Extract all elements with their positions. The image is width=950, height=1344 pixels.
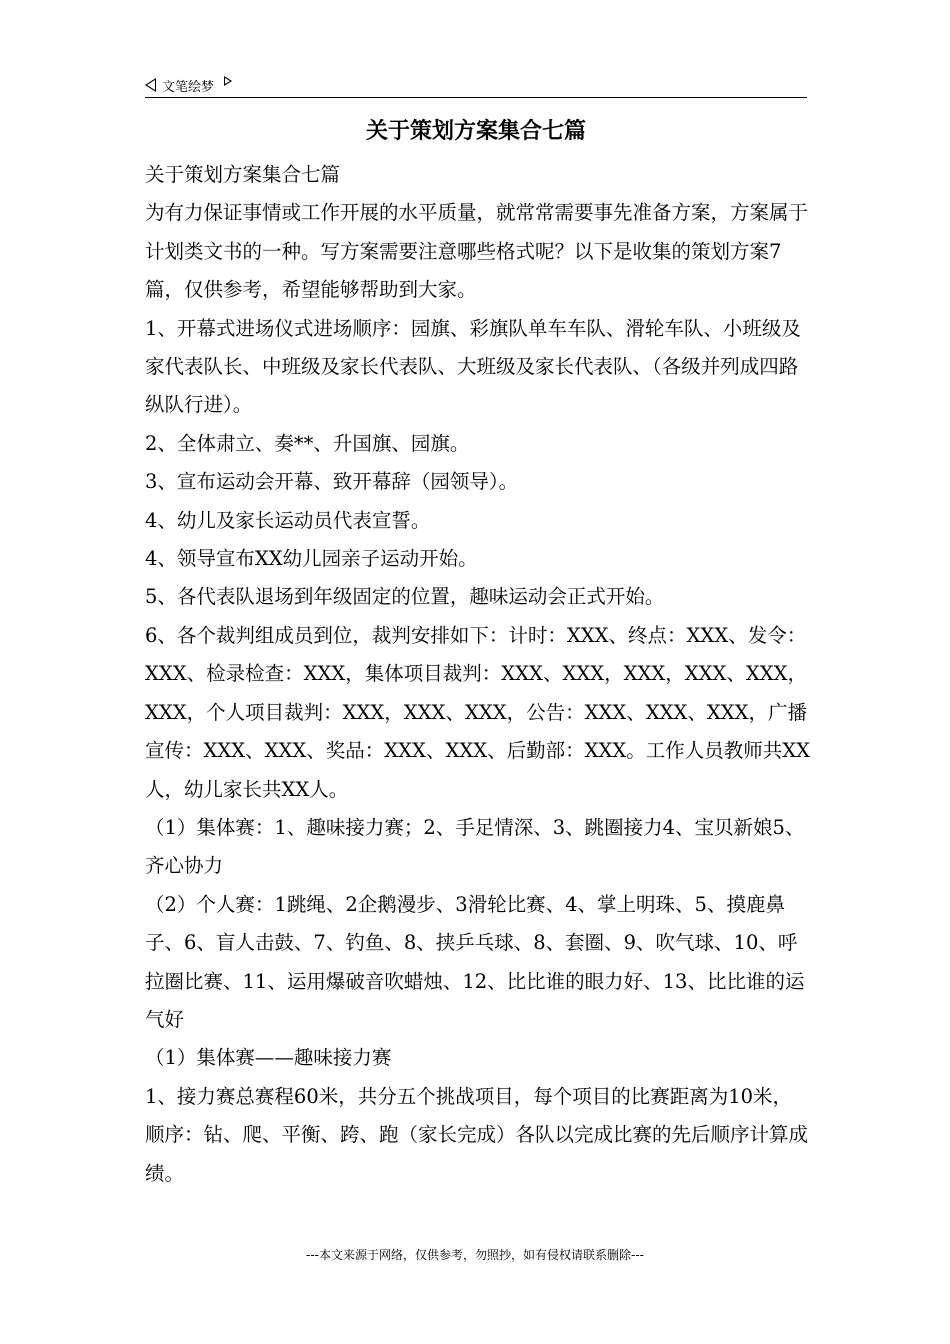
paragraph: 3、宣布运动会开幕、致开幕辞（园领导）。	[145, 470, 519, 494]
paragraph: 5、各代表队退场到年级固定的位置，趣味运动会正式开始。	[145, 585, 665, 609]
paragraph: （1）集体赛：1、趣味接力赛；2、手足情深、3、跳圈接力4、宝贝新娘5、齐心协力	[145, 815, 805, 878]
paragraph: 2、全体肃立、奏**、升国旗、园旗。	[145, 431, 470, 455]
document-body	[145, 156, 810, 1193]
paragraph: 为有力保证事情或工作开展的水平质量，就常常需要事先准备方案，方案属于计划类文书的一种。写方案需要注意哪些格式呢？以下是收集的策划方案7篇，仅供参考，希望能够帮助到大家。	[145, 201, 809, 302]
page-footer: ---本文来源于网络，仅供参考，勿照抄，如有侵权请联系删除---	[306, 1248, 644, 1262]
paragraph: 6、各个裁判组成员到位，裁判安排如下：计时：XXX、终点：XXX、发令：XXX、检录检查：XXX，集体项目裁判：XXX、XXX，XXX，XXX、XXX，XXX，个人项目裁判：XXX，XXX、XXX，公告：XXX、XXX、XXX，广播宣传：XXX、XXX、奖品：XXX、XXX、后勤部：XXX。工作人员教师共XX人，幼儿家长共XX人。	[145, 623, 810, 801]
paragraph: （1）集体赛——趣味接力赛	[145, 1046, 392, 1070]
triangle-left-icon	[145, 78, 156, 92]
paragraph: 1、接力赛总赛程60米，共分五个挑战项目，每个项目的比赛距离为10米，顺序：钻、爬、平衡、跨、跑（家长完成）各队以完成比赛的先后顺序计算成绩。	[145, 1084, 809, 1185]
paragraph: 4、领导宣布XX幼儿园亲子运动开始。	[145, 547, 478, 571]
triangle-right-icon	[224, 76, 232, 86]
paragraph: 1、开幕式进场仪式进场顺序：园旗、彩旗队单车车队、滑轮车队、小班级及家代表队长、中班级及家长代表队、大班级及家长代表队、（各级并列成四路纵队行进）。	[145, 316, 801, 417]
header-rule	[145, 97, 807, 98]
paragraph: 关于策划方案集合七篇	[145, 163, 341, 186]
paragraph: （2）个人赛：1跳绳、2企鹅漫步、3滑轮比赛、4、掌上明珠、5、摸鹿鼻子、6、盲人击鼓、7、钓鱼、8、挟乒乓球、8、套圈、9、吹气球、10、呼拉圈比赛、11、运用爆破音吹蜡烛、12、比比谁的眼力好、13、比比谁的运气好	[145, 892, 805, 1031]
page-header	[145, 74, 807, 96]
document-title: 关于策划方案集合七篇	[365, 119, 586, 144]
header-brand: 文笔绘梦	[162, 79, 215, 95]
paragraph: 4、幼儿及家长运动员代表宣誓。	[145, 508, 431, 532]
